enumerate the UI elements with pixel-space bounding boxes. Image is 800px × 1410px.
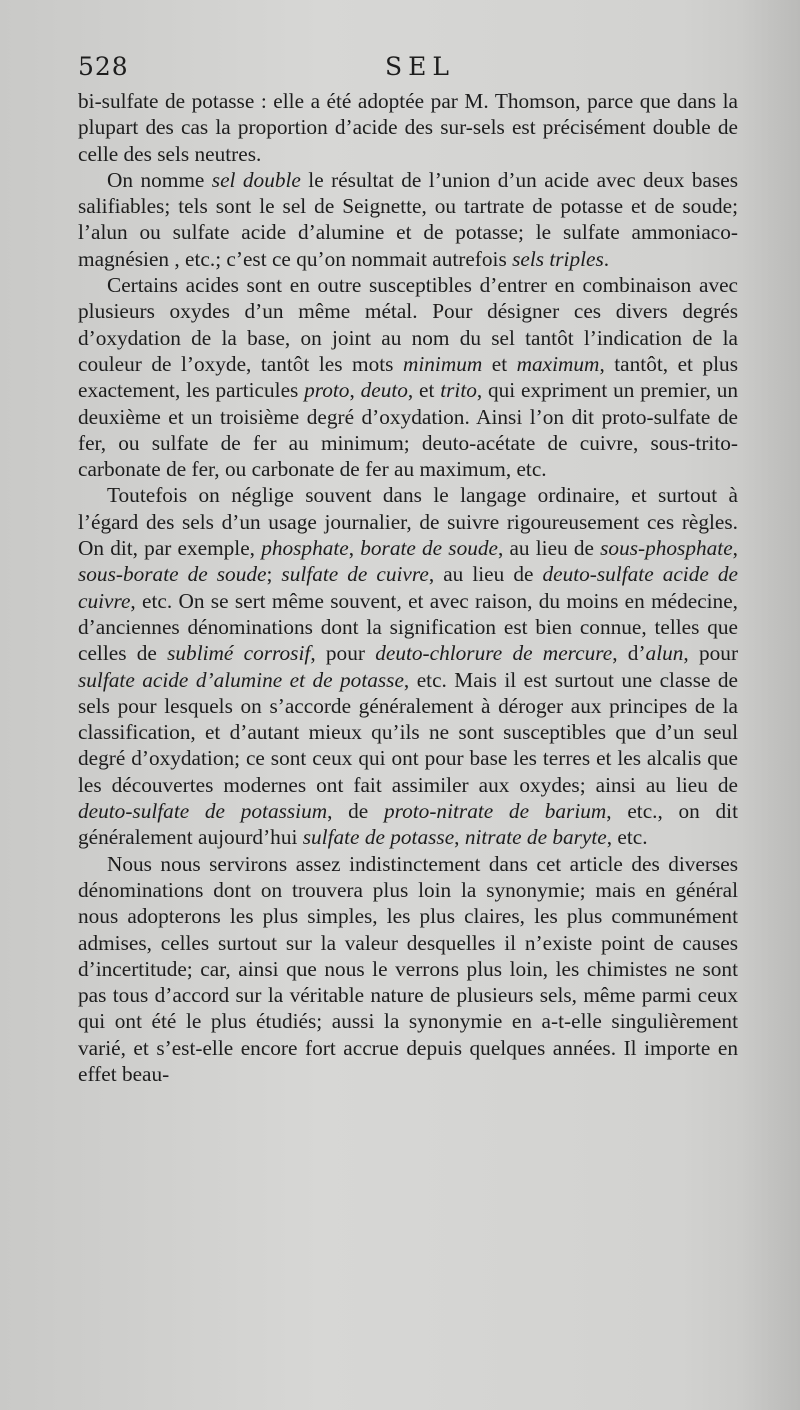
italic-term: sous-borate de soude — [78, 562, 267, 587]
text-run: bi-sulfate de potasse : elle a été adoptée par M. Thomson, parce que dans la plupart des cas la proportion d’acide des sur-sels est précisément double de celle des sels neutres. — [78, 89, 738, 166]
text-run: Nous nous servirons assez indistinctement dans cet article des diverses dénominations dont on trouvera plus loin la synonymie; mais en général nous adopterons les plus simples, les plus claires, les plus communément admises, celles surtout sur la valeur desquelles il n’existe point de causes d’incertitude; car, ainsi que nous le verrons plus loin, les chimistes ne sont pas tous d’accord sur la véritable nature de plusieurs sels, même parmi ceux qui ont été le plus étudiés; aussi la synonymie en a-t-elle singulièrement varié, et s’est-elle encore fort accrue depuis quelques années. Il importe en effet beau- — [78, 851, 738, 1086]
text-run: ; — [266, 562, 282, 587]
italic-term: deuto-sulfate acide de cuivre — [78, 562, 738, 613]
italic-term: deuto-chlorure de mercure — [375, 641, 613, 666]
italic-term: sulfate de potasse — [302, 825, 455, 850]
italic-term: proto-nitrate de barium — [383, 799, 607, 824]
text-run: , au lieu de — [497, 536, 601, 561]
italic-term: proto — [304, 378, 350, 403]
italic-term: sublimé corrosif — [167, 641, 311, 666]
italic-term: phosphate — [261, 536, 349, 561]
italic-term: deuto — [360, 378, 408, 403]
paragraph — [78, 167, 738, 272]
text-run: . — [603, 246, 610, 271]
text-run: , — [454, 825, 465, 850]
italic-term: minimum — [402, 351, 483, 376]
text-run: , etc., on dit généralement aujourd’hui — [78, 799, 738, 850]
paragraph — [78, 851, 738, 1088]
body-text — [78, 88, 738, 1087]
text-run: , — [348, 536, 361, 561]
page-header — [78, 52, 742, 88]
text-run: Certains acides sont en outre susceptibles d’entrer en combinaison avec plusieurs oxydes d’un même métal. Pour désigner ces divers degrés d’oxydation de la base, on joint au nom du sel tantôt l’indication de la couleur de l’oxyde, tantôt les mots — [78, 273, 738, 376]
paragraph — [78, 482, 738, 850]
text-run: , qui expriment un premier, un deuxième et un troisième degré d’oxydation. Ainsi l’on dit proto-sulfate de fer, ou sulfate de fer au minimum; deuto-acétate de cuivre, sous-trito-carbonate de fer, ou carbonate de fer au maximum, etc. — [78, 378, 738, 482]
italic-term: deuto-sulfate de potassium — [78, 799, 328, 824]
text-run: Toutefois on néglige souvent dans le langage ordinaire, et surtout à l’égard des sels d’un usage journalier, de suivre rigoureusement ces règles. On dit, par exemple, — [78, 483, 738, 561]
text-run: et — [482, 351, 517, 376]
text-run: , etc. — [606, 825, 648, 850]
text-run: , — [732, 536, 738, 561]
text-run: le résultat de l’union d’un acide avec deux bases salifiables; tels sont le sel de Seignette, ou tartrate de potasse et de soude; l’alun ou sulfate acide d’alumine et de potasse; le sulfate ammoniaco-magnésien , etc.; c’est ce qu’on nommait autrefois — [78, 167, 738, 271]
page-number: 528 — [78, 52, 129, 81]
text-run: , au lieu de — [428, 562, 543, 587]
text-run: , d’ — [612, 641, 646, 666]
text-run: On nomme — [107, 167, 212, 192]
italic-term: sous-phosphate — [600, 536, 733, 561]
italic-term: alun — [645, 641, 684, 666]
italic-term: sulfate acide d’alumine et de potasse — [78, 667, 404, 692]
text-run: , pour — [683, 641, 739, 666]
running-head: SEL — [385, 52, 455, 81]
italic-term: trito — [440, 378, 477, 403]
italic-term: borate de soude — [360, 536, 498, 561]
text-run: , et — [407, 378, 441, 403]
text-run: , — [349, 378, 361, 403]
italic-term: nitrate de baryte — [464, 825, 607, 850]
text-run: , de — [327, 799, 384, 824]
text-run: , etc. Mais il est surtout une classe de sels pour lesquels on s’accorde généralement à déroger aux principes de la classification, et d’autant mieux qu’ils ne sont susceptibles que d’un seul degré d’oxydation; ce sont ceux qui ont pour base les terres et les alcalis que les découvertes modernes ont fait assimiler aux oxydes; ainsi au lieu de — [78, 667, 738, 797]
text-run: , tantôt, et plus exactement, les particules — [78, 351, 738, 403]
page-edge-shadow — [740, 0, 800, 1410]
paragraph — [78, 272, 738, 482]
italic-term: maximum — [516, 351, 600, 376]
italic-term: sulfate de cuivre — [281, 562, 429, 587]
italic-term: sels triples — [512, 246, 604, 271]
text-run: , pour — [310, 641, 376, 666]
italic-term: sel double — [211, 167, 301, 192]
paragraph — [78, 88, 738, 167]
text-run: , etc. On se sert même souvent, et avec raison, du moins en médecine, d’anciennes dénominations dont la signification est bien connue, telles que celles de — [78, 588, 738, 666]
